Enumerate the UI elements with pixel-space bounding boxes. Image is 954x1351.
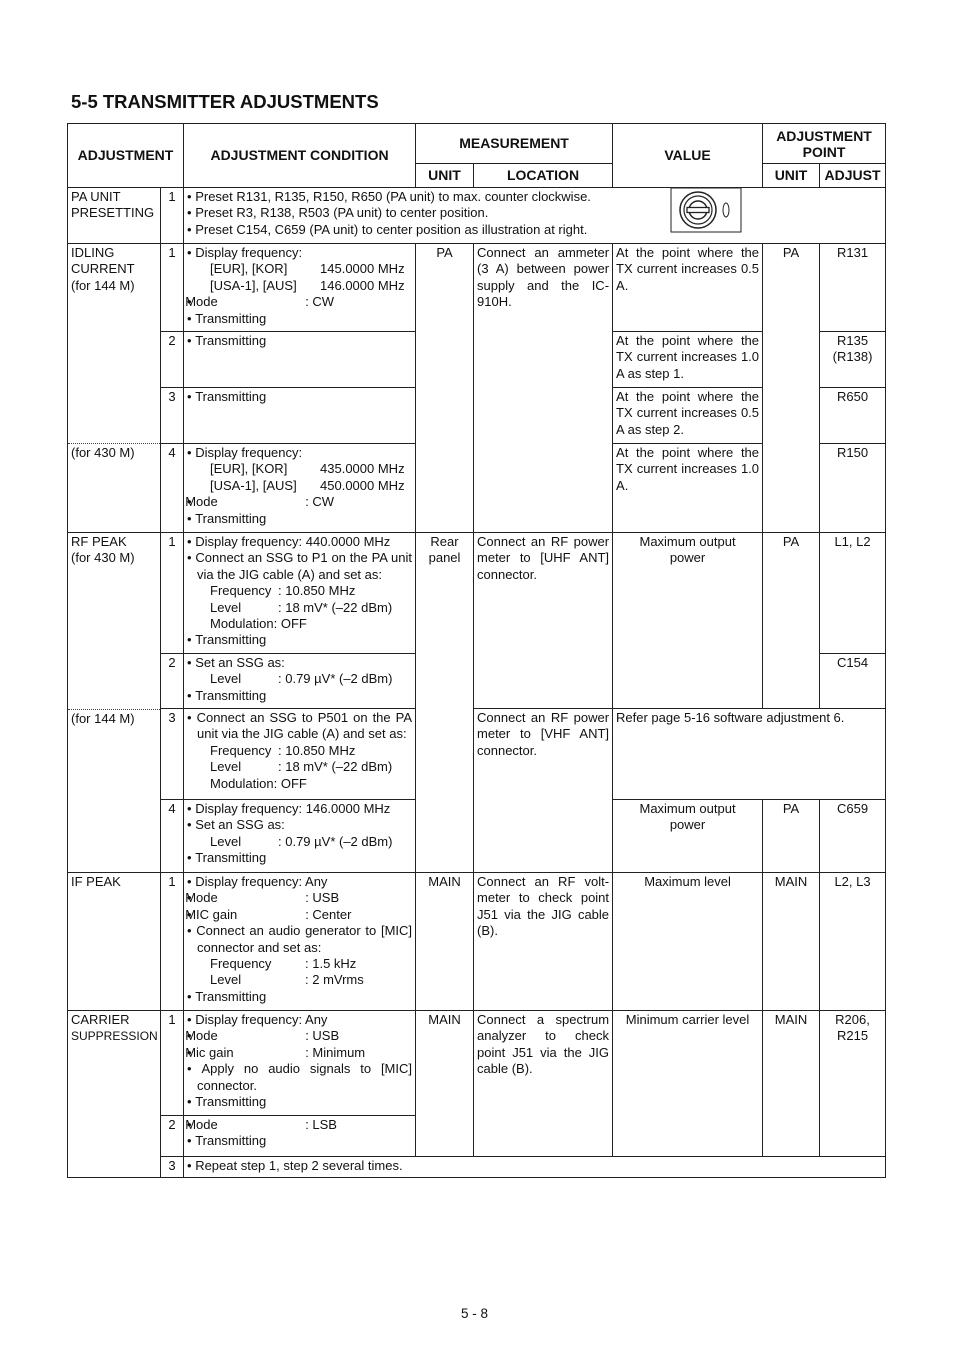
- adjustment-point-unit: MAIN: [763, 1011, 820, 1157]
- table-row: [68, 709, 886, 800]
- adjustment-point-adjust: R135 (R138): [820, 332, 886, 388]
- step-number: 3: [161, 709, 184, 800]
- adjustment-name: CARRIER SUPPRESSION: [68, 1011, 161, 1178]
- value: At the point where the TX current increases 0.5 A as step 2.: [613, 388, 763, 444]
- adjustment-condition: • Display frequency: 146.0000 MHz • Set an SSG as: Level : 0.79 µV* (–2 dBm) • Transmitting: [184, 800, 416, 873]
- adjustment-point-unit: PA: [763, 533, 820, 709]
- adjustment-condition: • Display frequency: [EUR], [KOR] 145.0000 MHz [USA-1], [AUS] 146.0000 MHz • Mode : CW • Transmitting: [184, 244, 416, 332]
- table-row: [68, 533, 886, 654]
- adjustment-point-unit: MAIN: [763, 873, 820, 1011]
- adjustment-point-adjust: L2, L3: [820, 873, 886, 1011]
- adjustment-condition: • Display frequency: [EUR], [KOR] 435.0000 MHz [USA-1], [AUS] 450.0000 MHz • Mode : CW • Transmitting: [184, 444, 416, 533]
- measurement-unit: MAIN: [416, 1011, 474, 1157]
- measurement-unit: MAIN: [416, 873, 474, 1011]
- step-number: 4: [161, 444, 184, 533]
- adjustment-condition: • Display frequency: Any • Mode : USB • MIC gain : Center • Connect an audio generator to [MIC] connector and set as: Frequency : 1.5 kHz Level : 2 mVrms • Transmitting: [184, 873, 416, 1011]
- value: Maximum output power: [613, 533, 763, 709]
- step-number: 1: [161, 188, 184, 244]
- table-row: [68, 188, 886, 244]
- step-number: 2: [161, 654, 184, 709]
- value: At the point where the TX current increases 1.0 A as step 1.: [613, 332, 763, 388]
- adjustment-point-unit: PA: [763, 800, 820, 873]
- header-ap-adjust: ADJUST: [820, 164, 886, 188]
- transmitter-adjustments-table: [67, 123, 886, 1178]
- table-row: [68, 873, 886, 1011]
- adjustment-condition: • Connect an SSG to P501 on the PA unit via the JIG cable (A) and set as: Frequency : 10.850 MHz Level : 18 mV* (–22 dBm) Modulation: OFF: [184, 709, 416, 800]
- header-value: VALUE: [613, 124, 763, 188]
- adjustment-point-adjust: C154: [820, 654, 886, 709]
- header-adjustment-point: ADJUSTMENT POINT: [763, 124, 886, 164]
- step-number: 1: [161, 1011, 184, 1116]
- header-measurement: MEASUREMENT: [416, 124, 613, 164]
- adjustment-condition: • Transmitting: [184, 332, 416, 388]
- header-condition: ADJUSTMENT CONDITION: [184, 124, 416, 188]
- table-row: [68, 1011, 886, 1116]
- adjustment-name: IF PEAK: [68, 873, 161, 1011]
- step-number: 2: [161, 332, 184, 388]
- page-number: 5 - 8: [461, 1306, 489, 1321]
- adjustment-point-adjust: R131: [820, 244, 886, 332]
- table-row: [68, 1157, 886, 1178]
- step-number: 4: [161, 800, 184, 873]
- value: At the point where the TX current increases 0.5 A.: [613, 244, 763, 332]
- step-number: 1: [161, 244, 184, 332]
- adjustment-name: IDLING CURRENT (for 144 M) (for 430 M): [68, 244, 161, 533]
- header-unit: UNIT: [416, 164, 474, 188]
- adjustment-point-adjust: L1, L2: [820, 533, 886, 654]
- value: Refer page 5-16 software adjustment 6.: [613, 709, 886, 800]
- adjustment-condition: • Display frequency: 440.0000 MHz • Connect an SSG to P1 on the PA unit via the JIG cable (A) and set as: Frequency : 10.850 MHz Level : 18 mV* (–22 dBm) Modulation: OFF • Transmitting: [184, 533, 416, 654]
- adjustment-point-adjust: R206, R215: [820, 1011, 886, 1157]
- table-row: [68, 244, 886, 332]
- measurement-location: Connect an RF power meter to [VHF ANT] connector.: [474, 709, 613, 873]
- adjustment-point-adjust: R150: [820, 444, 886, 533]
- measurement-unit: Rear panel: [416, 533, 474, 873]
- adjustment-condition: • Preset R131, R135, R150, R650 (PA unit) to max. counter clockwise. • Preset R3, R138, R503 (PA unit) to center position. • Preset C154, C659 (PA unit) to center position as illustration at right.: [184, 188, 886, 244]
- header-ap-unit: UNIT: [763, 164, 820, 188]
- adjustment-condition: • Display frequency: Any • Mode : USB • Mic gain : Minimum • Apply no audio signals to [MIC] connector. • Transmitting: [184, 1011, 416, 1116]
- adjustment-point-adjust: R650: [820, 388, 886, 444]
- header-adjustment: ADJUSTMENT: [68, 124, 184, 188]
- measurement-location: Connect a spectrum analyzer to check point J51 via the JIG cable (B).: [474, 1011, 613, 1157]
- value: Minimum carrier level: [613, 1011, 763, 1157]
- adjustment-condition: • Mode : LSB • Transmitting: [184, 1116, 416, 1157]
- trimmer-knob-icon: [670, 188, 742, 234]
- value: Maximum level: [613, 873, 763, 1011]
- adjustment-condition: • Repeat step 1, step 2 several times.: [184, 1157, 886, 1178]
- step-number: 1: [161, 873, 184, 1011]
- page-title: 5-5 TRANSMITTER ADJUSTMENTS: [71, 91, 379, 112]
- step-number: 1: [161, 533, 184, 654]
- adjustment-name: RF PEAK (for 430 M) (for 144 M): [68, 533, 161, 873]
- measurement-unit: PA: [416, 244, 474, 533]
- step-number: 3: [161, 388, 184, 444]
- header-location: LOCATION: [474, 164, 613, 188]
- measurement-location: Connect an RF power meter to [UHF ANT] connector.: [474, 533, 613, 709]
- measurement-location: Connect an RF volt-meter to check point J51 via the JIG cable (B).: [474, 873, 613, 1011]
- value: Maximum output power: [613, 800, 763, 873]
- adjustment-condition: • Set an SSG as: Level : 0.79 µV* (–2 dBm) • Transmitting: [184, 654, 416, 709]
- adjustment-condition: • Transmitting: [184, 388, 416, 444]
- adjustment-point-unit: PA: [763, 244, 820, 533]
- adjustment-name: PA UNIT PRESETTING: [68, 188, 161, 244]
- step-number: 2: [161, 1116, 184, 1157]
- adjustment-point-adjust: C659: [820, 800, 886, 873]
- step-number: 3: [161, 1157, 184, 1178]
- measurement-location: Connect an ammeter (3 A) between power supply and the IC-910H.: [474, 244, 613, 533]
- value: At the point where the TX current increases 1.0 A.: [613, 444, 763, 533]
